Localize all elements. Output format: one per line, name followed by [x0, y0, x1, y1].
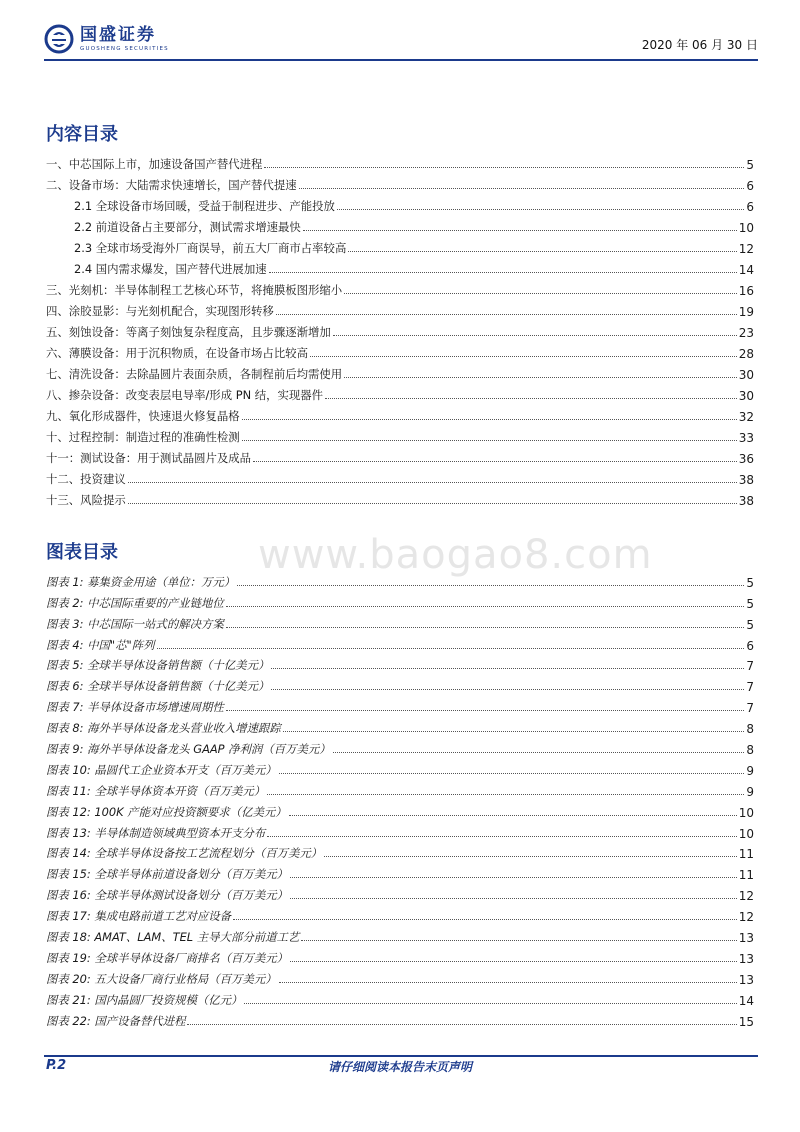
toc-page-number: 38 [738, 473, 754, 487]
toc-leader-dots [271, 668, 744, 669]
toc-entry-text: 图表 18: AMAT、LAM、TEL 主导大部分前道工艺 [46, 930, 300, 945]
toc-leader-dots [283, 731, 745, 732]
contents-toc-entry[interactable] [46, 235, 754, 256]
figure-toc-entry[interactable] [46, 590, 754, 611]
toc-page-number: 7 [746, 680, 754, 695]
toc-leader-dots [276, 314, 737, 315]
toc-leader-dots [253, 461, 737, 462]
contents-toc-entry[interactable] [46, 340, 754, 361]
toc-leader-dots [128, 482, 737, 483]
toc-entry-text: 图表 19: 全球半导体设备厂商排名（百万美元） [46, 950, 288, 965]
contents-toc-entry[interactable] [46, 403, 754, 424]
toc-entry-text: 图表 3: 中芯国际一站式的解决方案 [46, 616, 224, 631]
toc-leader-dots [244, 1003, 736, 1004]
toc-page-number: 28 [738, 347, 754, 361]
figure-toc-entry[interactable] [46, 611, 754, 632]
toc-entry-text: 十三、风险提示 [46, 493, 126, 507]
toc-leader-dots [325, 398, 737, 399]
toc-leader-dots [157, 648, 745, 649]
toc-entry-text: 三、光刻机：半导体制程工艺核心环节，将掩膜板图形缩小 [46, 283, 343, 297]
toc-entry-text: 图表 7: 半导体设备市场增速周期性 [46, 700, 224, 715]
figures-title: 图表目录 [46, 542, 118, 563]
header-divider [44, 59, 758, 61]
toc-leader-dots [310, 356, 737, 357]
contents-toc-entry[interactable] [46, 172, 754, 193]
figure-toc-entry[interactable] [46, 966, 754, 987]
contents-toc-entry[interactable] [46, 298, 754, 319]
toc-page-number: 10 [738, 826, 754, 841]
toc-leader-dots [344, 293, 737, 294]
toc-leader-dots [279, 773, 745, 774]
figure-toc-entry[interactable] [46, 987, 754, 1008]
toc-leader-dots [337, 209, 744, 210]
toc-leader-dots [226, 606, 745, 607]
toc-leader-dots [344, 377, 737, 378]
figure-toc-entry[interactable] [46, 653, 754, 674]
toc-entry-text: 一、中芯国际上市，加速设备国产替代进程 [46, 157, 263, 171]
toc-entry-text: 图表 6: 全球半导体设备销售额（十亿美元） [46, 679, 270, 694]
toc-entry-text: 十、过程控制：制造过程的准确性检测 [46, 430, 240, 444]
toc-page-number: 6 [746, 638, 754, 653]
toc-page-number: 13 [738, 931, 754, 946]
contents-toc-entry[interactable] [46, 214, 754, 235]
contents-toc-entry[interactable] [46, 466, 754, 487]
figure-toc-entry[interactable] [46, 924, 754, 945]
toc-leader-dots [271, 689, 744, 690]
figure-toc-entry[interactable] [46, 1008, 754, 1029]
toc-entry-text: 图表 11: 全球半导体资本开资（百万美元） [46, 783, 266, 798]
toc-entry-text: 图表 16: 全球半导体测试设备划分（百万美元） [46, 888, 288, 903]
toc-leader-dots [187, 1024, 736, 1025]
toc-page-number: 30 [738, 368, 754, 382]
toc-entry-text: 2.4 国内需求爆发，国产替代进展加速 [74, 262, 267, 276]
toc-leader-dots [233, 919, 737, 920]
contents-title: 内容目录 [46, 124, 118, 145]
toc-page-number: 5 [746, 158, 754, 172]
toc-entry-text: 六、薄膜设备：用于沉积物质，在设备市场占比较高 [46, 346, 308, 360]
figure-toc-entry[interactable] [46, 820, 754, 841]
brand-name-cn: 国盛证券 [80, 25, 156, 45]
contents-toc-entry[interactable] [46, 151, 754, 172]
toc-page-number: 6 [746, 179, 754, 193]
brand-name-en: GUOSHENG SECURITIES [80, 46, 169, 52]
report-date: 2020 年 06 月 30 日 [641, 38, 758, 52]
figure-toc-entry[interactable] [46, 861, 754, 882]
figure-toc-entry[interactable] [46, 841, 754, 862]
toc-leader-dots [333, 335, 737, 336]
toc-leader-dots [264, 167, 744, 168]
toc-leader-dots [237, 585, 744, 586]
toc-leader-dots [279, 982, 737, 983]
toc-page-number: 13 [738, 951, 754, 966]
toc-page-number: 11 [738, 868, 754, 883]
toc-page-number: 10 [738, 805, 754, 820]
toc-entry-text: 2.2 前道设备占主要部分，测试需求增速最快 [74, 220, 301, 234]
toc-entry-text: 十二、投资建议 [46, 472, 126, 486]
toc-leader-dots [348, 251, 736, 252]
toc-entry-text: 图表 21: 国内晶圆厂投资规模（亿元） [46, 992, 243, 1007]
toc-entry-text: 八、掺杂设备：改变表层电导率/形成 PN 结，实现器件 [46, 388, 324, 402]
toc-page-number: 38 [738, 494, 754, 508]
figure-toc-entry[interactable] [46, 736, 754, 757]
toc-entry-text: 图表 15: 全球半导体前道设备划分（百万美元） [46, 867, 288, 882]
toc-page-number: 23 [738, 326, 754, 340]
toc-page-number: 11 [738, 847, 754, 862]
toc-leader-dots [290, 961, 737, 962]
figure-toc-entry[interactable] [46, 945, 754, 966]
figure-toc-entry[interactable] [46, 799, 754, 820]
toc-page-number: 8 [746, 743, 754, 758]
toc-leader-dots [269, 272, 737, 273]
brand-logo-icon [44, 24, 74, 54]
page-header [44, 22, 758, 62]
figure-toc-entry[interactable] [46, 903, 754, 924]
toc-entry-text: 七、清洗设备：去除晶圆片表面杂质，各制程前后均需使用 [46, 367, 343, 381]
toc-leader-dots [242, 440, 737, 441]
contents-toc-entry[interactable] [46, 277, 754, 298]
toc-leader-dots [299, 188, 745, 189]
toc-entry-text: 2.3 全球市场受海外厂商误导，前五大厂商市占率较高 [74, 241, 347, 255]
toc-entry-text: 图表 4: 中国"芯"阵列 [46, 637, 155, 652]
contents-toc-entry[interactable] [46, 193, 754, 214]
toc-entry-text: 图表 22: 国产设备替代进程 [46, 1013, 186, 1028]
toc-page-number: 12 [738, 242, 754, 256]
footer-disclaimer: 请仔细阅读本报告末页声明 [327, 1060, 472, 1074]
figure-toc-entry[interactable] [46, 694, 754, 715]
toc-leader-dots [301, 940, 736, 941]
figure-toc-entry[interactable] [46, 778, 754, 799]
toc-leader-dots [333, 752, 745, 753]
toc-entry-text: 五、刻蚀设备：等离子刻蚀复杂程度高，且步骤逐渐增加 [46, 325, 331, 339]
figure-toc-entry[interactable] [46, 673, 754, 694]
toc-page-number: 32 [738, 410, 754, 424]
toc-leader-dots [289, 815, 737, 816]
watermark: www.baogao8.com [258, 532, 653, 578]
toc-page-number: 33 [738, 431, 754, 445]
toc-leader-dots [242, 419, 737, 420]
contents-list [46, 151, 754, 508]
toc-page-number: 5 [746, 575, 754, 590]
toc-page-number: 5 [746, 596, 754, 611]
toc-page-number: 6 [746, 200, 754, 214]
page-number: P.2 [46, 1058, 67, 1073]
toc-leader-dots [290, 877, 737, 878]
toc-page-number: 8 [746, 722, 754, 737]
brand-logo [44, 24, 169, 54]
toc-entry-text: 图表 20: 五大设备厂商行业格局（百万美元） [46, 971, 277, 986]
toc-leader-dots [128, 503, 737, 504]
contents-toc-entry[interactable] [46, 256, 754, 277]
toc-page-number: 19 [738, 305, 754, 319]
toc-page-number: 10 [738, 221, 754, 235]
toc-entry-text: 图表 9: 海外半导体设备龙头 GAAP 净利润（百万美元） [46, 742, 331, 757]
contents-toc-entry[interactable] [46, 424, 754, 445]
contents-toc-entry[interactable] [46, 319, 754, 340]
toc-leader-dots [303, 230, 737, 231]
toc-leader-dots [267, 794, 744, 795]
toc-entry-text: 图表 8: 海外半导体设备龙头营业收入增速跟踪 [46, 721, 281, 736]
toc-page-number: 7 [746, 659, 754, 674]
toc-page-number: 5 [746, 617, 754, 632]
toc-page-number: 30 [738, 389, 754, 403]
footer-divider [44, 1055, 758, 1057]
contents-toc-entry[interactable] [46, 487, 754, 508]
figure-toc-entry[interactable] [46, 715, 754, 736]
toc-page-number: 13 [738, 972, 754, 987]
toc-leader-dots [226, 710, 745, 711]
toc-entry-text: 四、涂胶显影：与光刻机配合，实现图形转移 [46, 304, 274, 318]
toc-entry-text: 九、氧化形成器件，快速退火修复晶格 [46, 409, 240, 423]
toc-leader-dots [324, 856, 737, 857]
toc-entry-text: 图表 17: 集成电路前道工艺对应设备 [46, 909, 232, 924]
toc-entry-text: 十一：测试设备：用于测试晶圆片及成品 [46, 451, 252, 465]
contents-toc-entry[interactable] [46, 361, 754, 382]
toc-page-number: 12 [738, 910, 754, 925]
toc-entry-text: 图表 10: 晶圆代工企业资本开支（百万美元） [46, 762, 277, 777]
toc-entry-text: 2.1 全球设备市场回暖，受益于制程进步、产能投放 [74, 199, 335, 213]
toc-page-number: 14 [738, 263, 754, 277]
contents-toc-entry[interactable] [46, 382, 754, 403]
figure-toc-entry[interactable] [46, 632, 754, 653]
toc-page-number: 9 [746, 763, 754, 778]
toc-page-number: 14 [738, 993, 754, 1008]
toc-entry-text: 图表 13: 半导体制造领域典型资本开支分布 [46, 825, 266, 840]
toc-page-number: 7 [746, 701, 754, 716]
toc-entry-text: 图表 2: 中芯国际重要的产业链地位 [46, 595, 224, 610]
toc-leader-dots [226, 627, 745, 628]
toc-page-number: 16 [738, 284, 754, 298]
toc-entry-text: 图表 1: 募集资金用途（单位：万元） [46, 574, 236, 589]
toc-entry-text: 图表 12: 100K 产能对应投资额要求（亿美元） [46, 804, 287, 819]
figures-list [46, 569, 754, 1029]
toc-page-number: 12 [738, 889, 754, 904]
figure-toc-entry[interactable] [46, 757, 754, 778]
toc-page-number: 36 [738, 452, 754, 466]
toc-entry-text: 图表 14: 全球半导体设备按工艺流程划分（百万美元） [46, 846, 323, 861]
figure-toc-entry[interactable] [46, 882, 754, 903]
toc-entry-text: 二、设备市场：大陆需求快速增长，国产替代提速 [46, 178, 297, 192]
toc-entry-text: 图表 5: 全球半导体设备销售额（十亿美元） [46, 658, 270, 673]
toc-leader-dots [267, 836, 737, 837]
contents-toc-entry[interactable] [46, 445, 754, 466]
figure-toc-entry[interactable] [46, 569, 754, 590]
toc-page-number: 15 [738, 1014, 754, 1029]
toc-page-number: 9 [746, 784, 754, 799]
toc-leader-dots [290, 898, 737, 899]
